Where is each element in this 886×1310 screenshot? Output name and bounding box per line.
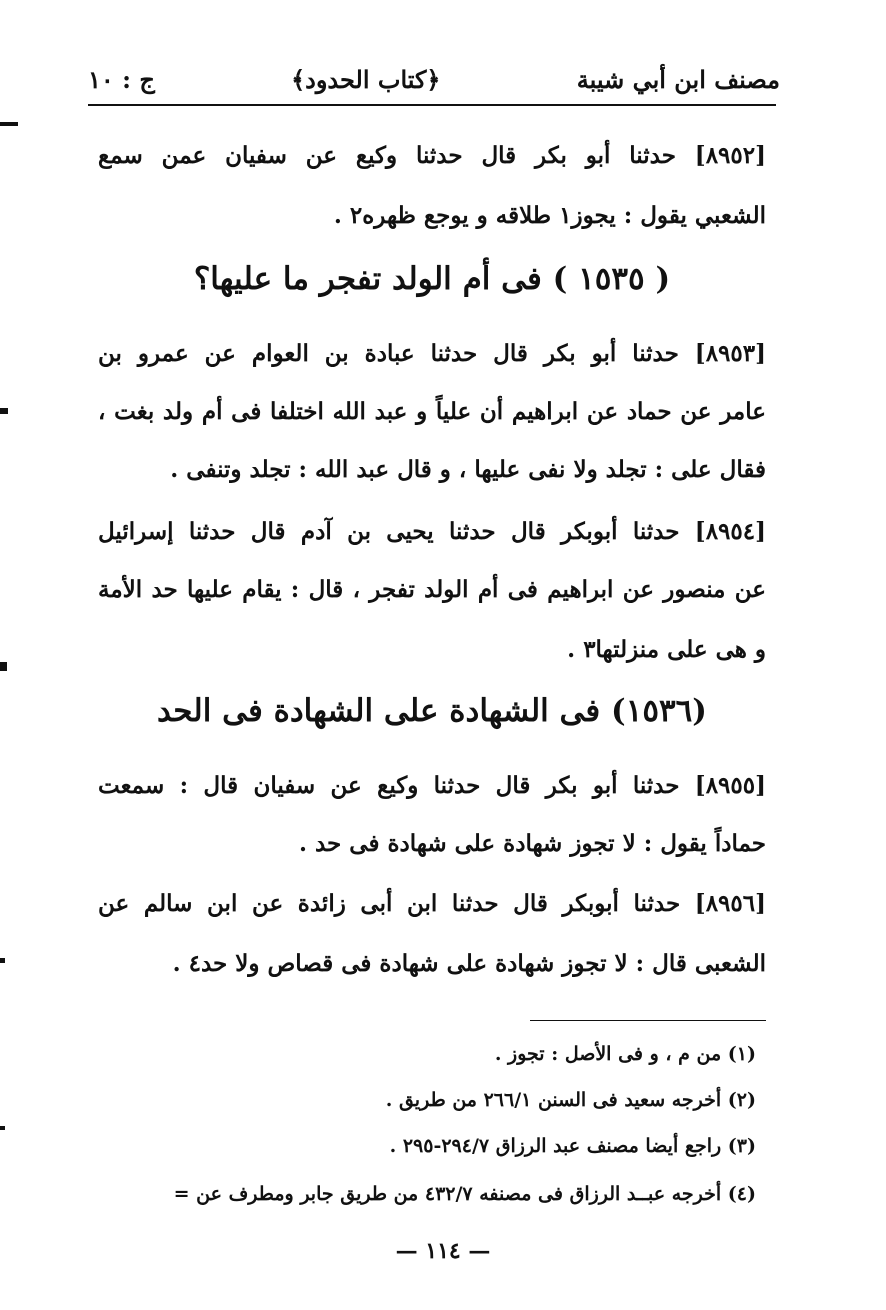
- scan-mark: [0, 1126, 5, 1130]
- text-line: [٨٩٥٤] حدثنا أبوبكر قال حدثنا يحيى بن آدم قال حدثنا إسرائيل: [98, 518, 766, 545]
- section-title: ﴿كتاب الحدود﴾: [291, 64, 441, 94]
- scan-mark: [0, 122, 18, 126]
- volume-number: ج : ١٠: [88, 64, 155, 94]
- text-line: [٨٩٥٥] حدثنا أبو بكر قال حدثنا وكيع عن سفيان قال : سمعت: [98, 772, 766, 799]
- page-number: — ١١٤ —: [395, 1238, 491, 1264]
- header-rule: [88, 104, 776, 106]
- book-title: مصنف ابن أبي شيبة: [576, 64, 780, 94]
- scan-mark: [0, 408, 8, 414]
- footnote: (٣) راجع أيضا مصنف عبد الرزاق ٢٩٤/٧-٢٩٥ .: [389, 1135, 756, 1157]
- footnote-rule: [530, 1020, 766, 1021]
- text-line: فقال على : تجلد ولا نفى عليها ، و قال عبد الله : تجلد وتنفى .: [170, 456, 766, 483]
- footnote: (١) من م ، و فى الأصل : تجوز .: [494, 1043, 756, 1065]
- text-line: حماداً يقول : لا تجوز شهادة على شهادة فى حد .: [298, 830, 766, 857]
- footnote: (٢) أخرجه سعيد فى السنن ٢٦٦/١ من طريق .: [385, 1089, 756, 1111]
- text-line: عن منصور عن ابراهيم فى أم الولد تفجر ، قال : يقام عليها حد الأمة: [98, 576, 766, 603]
- text-line: الشعبي يقول : يجوز١ طلاقه و يوجع ظهره٢ .: [333, 202, 766, 229]
- text-line: عامر عن حماد عن ابراهيم أن علياً و عبد الله اختلفا فى أم ولد بغت ،: [98, 398, 766, 425]
- text-line: و هى على منزلتها٣ .: [567, 636, 766, 663]
- footnote: (٤) أخرجه عبــد الرزاق فى مصنفه ٤٣٢/٧ من طريق جابر ومطرف عن =: [173, 1183, 756, 1205]
- text-line: الشعبى قال : لا تجوز شهادة على شهادة فى قصاص ولا حد٤ .: [172, 950, 766, 977]
- scan-mark: [0, 958, 5, 963]
- text-line: [٨٩٥٦] حدثنا أبوبكر قال حدثنا ابن أبى زائدة عن ابن سالم عن: [98, 890, 766, 917]
- chapter-heading: (١٥٣٦) فى الشهادة على الشهادة فى الحد: [157, 693, 707, 729]
- text-line: [٨٩٥٣] حدثنا أبو بكر قال حدثنا عبادة بن العوام عن عمرو بن: [98, 340, 766, 367]
- chapter-heading: ( ١٥٣٥ ) فى أم الولد تفجر ما عليها؟: [193, 261, 671, 297]
- running-header: [88, 58, 780, 100]
- scan-mark: [0, 662, 7, 671]
- text-line: [٨٩٥٢] حدثنا أبو بكر قال حدثنا وكيع عن سفيان عمن سمع: [98, 142, 766, 169]
